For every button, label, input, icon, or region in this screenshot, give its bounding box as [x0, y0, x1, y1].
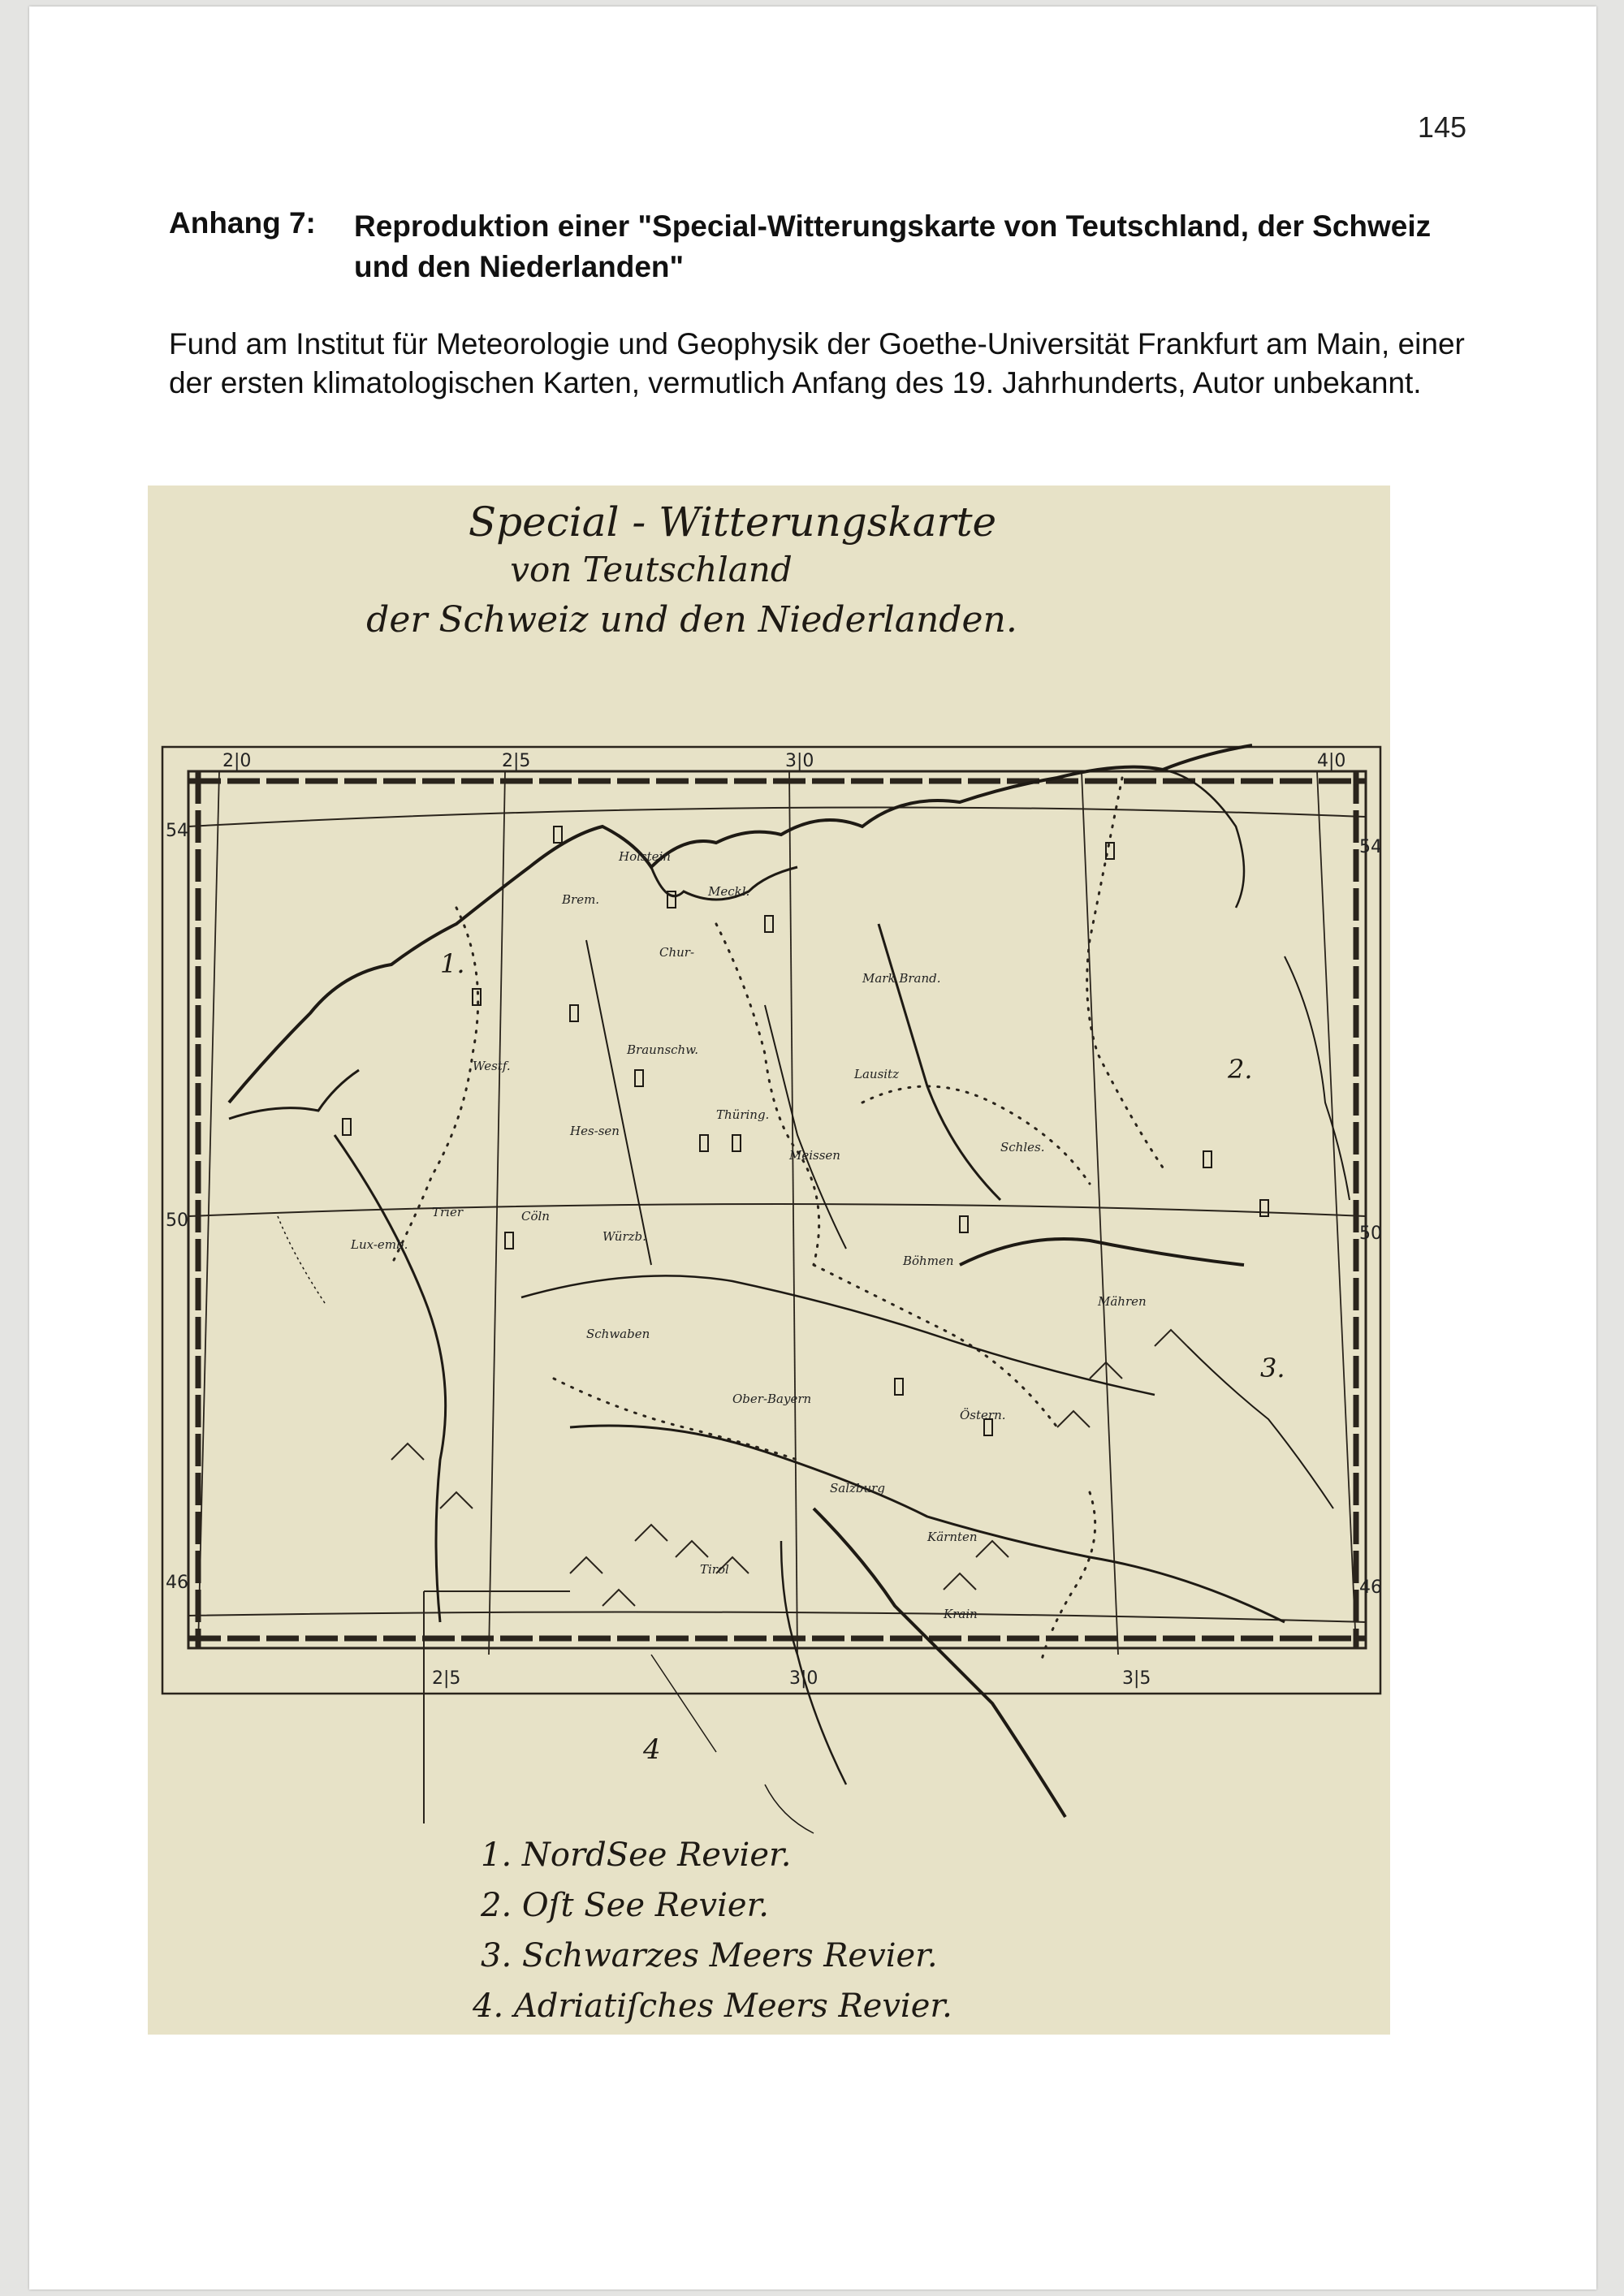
region-label: Salzburg: [830, 1481, 885, 1495]
latitude-right-50: 50: [1359, 1224, 1382, 1244]
region-label: Westf.: [473, 1059, 511, 1073]
map-title-line-3: der Schweiz und den Niederlanden.: [366, 599, 1017, 641]
map-title-line-1: Special - Witterungskarte: [468, 498, 997, 546]
map-legend: [472, 1836, 952, 2025]
region-label: Holstein: [619, 849, 671, 864]
historical-weather-map: [148, 486, 1390, 2035]
region-label: Kärnten: [927, 1530, 978, 1544]
legend-item-3: 3. Schwarzes Meers Revier.: [481, 1937, 938, 1974]
region-label: Chur-: [659, 945, 695, 960]
longitude-top-25: 2|5: [502, 751, 531, 771]
region-label: Mähren: [1098, 1294, 1147, 1309]
longitude-bottom-30: 3|0: [789, 1668, 818, 1689]
mountain-hatching: [391, 1330, 1187, 1606]
region-label: Brem.: [562, 892, 600, 907]
region-label: Hes-sen: [570, 1124, 620, 1138]
description-paragraph: Fund am Institut für Meteorologie und Geophysik der Goethe-Universität Frankfurt am Main, einer der ersten klimatologischen Karten, vermutlich Anfang des 19. Jahrhunderts, Autor unbekannt.: [169, 327, 1465, 399]
zone-number-2: 2.: [1228, 1054, 1253, 1085]
longitude-bottom-35: 3|5: [1122, 1668, 1151, 1689]
appendix-label: Anhang 7:: [169, 206, 316, 240]
dotted-borders: [391, 778, 1163, 1663]
region-label: Trier: [432, 1205, 464, 1219]
coastlines: [229, 745, 1252, 1306]
map-title-line-2: von Teutschland: [510, 550, 793, 589]
region-label: Böhmen: [903, 1254, 954, 1268]
appendix-title: Reproduktion einer "Special-Witterungskarte von Teutschland, der Schweiz und den Niederlanden": [354, 209, 1432, 283]
region-label: Schles.: [1000, 1140, 1045, 1154]
latitude-right-46: 46: [1359, 1577, 1382, 1598]
region-label: Würzb.: [603, 1229, 646, 1244]
latitude-right-54: 54: [1359, 837, 1382, 857]
region-label: Meckl.: [708, 884, 750, 899]
longitude-top-30: 3|0: [785, 751, 814, 771]
longitude-bottom-25: 2|5: [432, 1668, 461, 1689]
longitude-top-40: 4|0: [1317, 751, 1346, 771]
map-frame: [162, 747, 1380, 1823]
region-label: Braunschw.: [627, 1042, 699, 1057]
region-label: Mark Brand.: [862, 971, 941, 986]
region-label: Lausitz: [854, 1067, 899, 1081]
region-label: Meissen: [789, 1148, 840, 1163]
latitude-left-50: 50: [166, 1211, 188, 1231]
legend-item-2: 2. Oſt See Revier.: [481, 1887, 770, 1924]
latitude-left-46: 46: [166, 1573, 188, 1593]
region-label: Ober-Bayern: [732, 1392, 812, 1406]
legend-item-4: 4. Adriatiſches Meers Revier.: [473, 1987, 952, 2025]
region-label: Lux-emb.: [351, 1237, 408, 1252]
region-label: Östern.: [960, 1408, 1006, 1422]
region-label: Schwaben: [586, 1327, 650, 1341]
region-label: Cöln: [521, 1209, 550, 1224]
region-label: Krain: [944, 1607, 978, 1621]
legend-item-1: 1. NordSee Revier.: [481, 1836, 792, 1874]
region-label: Thüring.: [716, 1107, 770, 1122]
region-label: Tirol: [700, 1562, 729, 1577]
latitude-left-54: 54: [166, 821, 188, 841]
map-drawing: [148, 486, 1390, 2035]
zone-number-4: 4: [643, 1733, 661, 1766]
zone-number-3: 3.: [1260, 1353, 1285, 1383]
page-number: 145: [1417, 110, 1466, 144]
longitude-top-20: 2|0: [222, 751, 252, 771]
town-markers: [343, 826, 1268, 1435]
zone-number-1: 1.: [440, 948, 465, 979]
